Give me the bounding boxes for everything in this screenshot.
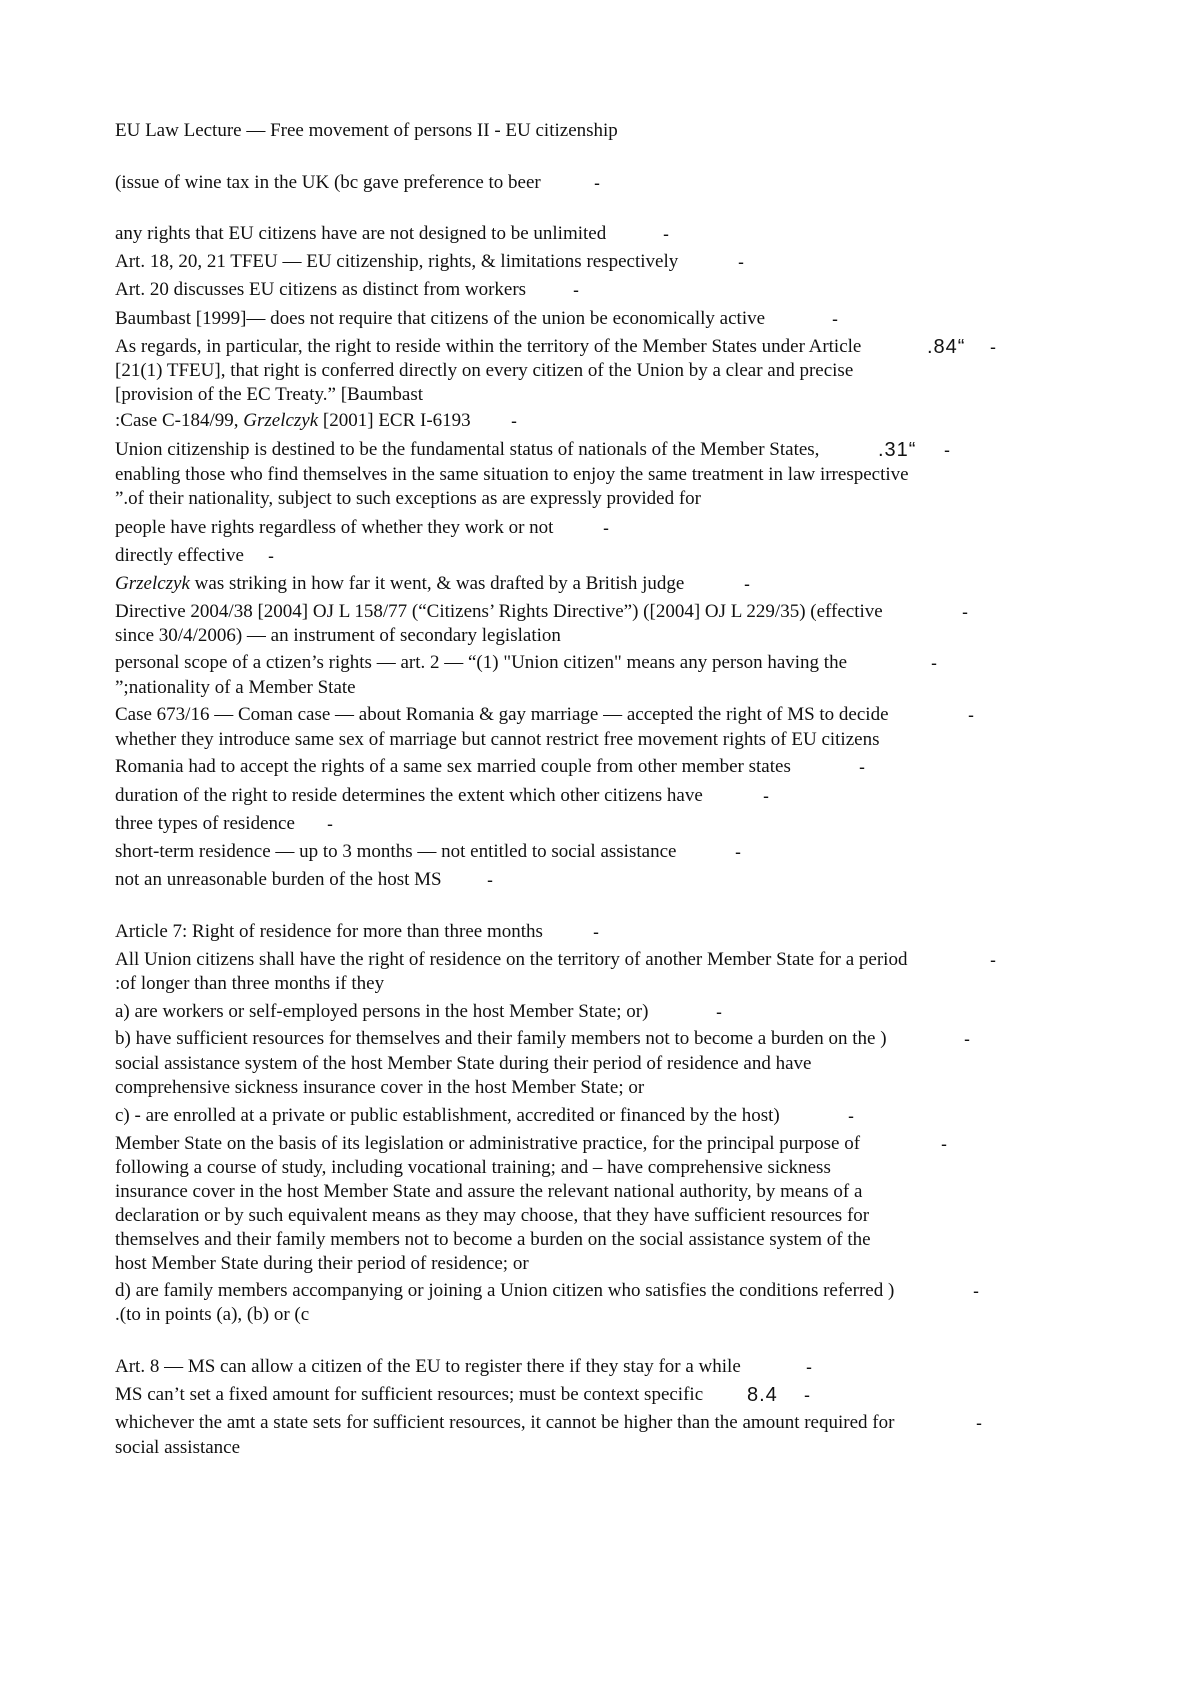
document-title: EU Law Lecture — Free movement of persons II - EU citizenship xyxy=(115,120,618,141)
bullet-dash: - xyxy=(744,574,750,594)
bullet-dash: - xyxy=(511,411,517,431)
text-line: social assistance xyxy=(115,1437,241,1458)
bullet-dash: - xyxy=(594,173,600,193)
text-line: (issue of wine tax in the UK (bc gave preference to beer xyxy=(115,172,541,193)
bullet-dash: - xyxy=(806,1357,812,1377)
bullet-dash: - xyxy=(848,1106,854,1126)
bullet-dash: - xyxy=(832,309,838,329)
paragraph-number: .84“ xyxy=(927,336,966,358)
text-line: ”;nationality of a Member State xyxy=(115,677,356,698)
text-line: insurance cover in the host Member State and assure the relevant national authority, by means of a xyxy=(115,1181,863,1202)
quote-line xyxy=(115,334,1100,360)
text-span: MS can’t set a fixed amount for sufficient resources; must be context specific xyxy=(115,1384,704,1405)
text-line: Baumbast [1999]— does not require that citizens of the union be economically active xyxy=(115,308,766,329)
paragraph-number: .31“ xyxy=(878,439,917,461)
quote-line: [21(1) TFEU], that right is conferred directly on every citizen of the Union by a clear and precise xyxy=(115,360,854,381)
list-item: c) - are enrolled at a private or public establishment, accredited or financed by the host) xyxy=(115,1105,780,1126)
case-citation xyxy=(115,408,1100,434)
bullet-dash: - xyxy=(663,224,669,244)
text-line: Art. 8 — MS can allow a citizen of the EU to register there if they stay for a while xyxy=(115,1356,741,1377)
text-line: whether they introduce same sex of marriage but cannot restrict free movement rights of EU citizens xyxy=(115,729,880,750)
text-line: host Member State during their period of residence; or xyxy=(115,1253,529,1274)
quote-line: [provision of the EC Treaty.” [Baumbast xyxy=(115,384,424,405)
text-line: Art. 20 discusses EU citizens as distinct from workers xyxy=(115,279,527,300)
text-line: any rights that EU citizens have are not designed to be unlimited xyxy=(115,223,607,244)
text-line: personal scope of a ctizen’s rights — art. 2 — “(1) "Union citizen" means any person having the xyxy=(115,652,848,673)
list-item: social assistance system of the host Member State during their period of residence and have xyxy=(115,1053,812,1074)
paragraph-number: 8.4 xyxy=(747,1384,778,1406)
list-item: .(to in points (a), (b) or (c xyxy=(115,1304,310,1325)
bullet-dash: - xyxy=(735,842,741,862)
text-line: declaration or by such equivalent means as they may choose, that they have sufficient resources for xyxy=(115,1205,870,1226)
bullet-dash: - xyxy=(944,440,950,460)
list-item: d) are family members accompanying or joining a Union citizen who satisfies the conditions referred ) xyxy=(115,1280,895,1301)
text-line: Case 673/16 — Coman case — about Romania & gay marriage — accepted the right of MS to decide xyxy=(115,704,889,725)
bullet-dash: - xyxy=(573,280,579,300)
list-item: comprehensive sickness insurance cover in the host Member State; or xyxy=(115,1077,645,1098)
text-line: Art. 18, 20, 21 TFEU — EU citizenship, rights, & limitations respectively xyxy=(115,251,679,272)
quote-text: As regards, in particular, the right to reside within the territory of the Member States under Article xyxy=(115,336,862,357)
bullet-dash: - xyxy=(990,950,996,970)
bullet-dash: - xyxy=(327,814,333,834)
text-line: All Union citizens shall have the right of residence on the territory of another Member State for a period xyxy=(115,949,908,970)
text-line: Member State on the basis of its legislation or administrative practice, for the principal purpose of xyxy=(115,1133,861,1154)
bullet-dash: - xyxy=(763,786,769,806)
case-prefix: :Case C-184/99, xyxy=(115,410,244,431)
text-line xyxy=(115,1382,1100,1408)
text-line: three types of residence xyxy=(115,813,295,834)
quote-line: enabling those who find themselves in the same situation to enjoy the same treatment in law irrespective xyxy=(115,464,909,485)
bullet-dash: - xyxy=(268,546,274,566)
text-line: duration of the right to reside determines the extent which other citizens have xyxy=(115,785,703,806)
bullet-dash: - xyxy=(804,1385,810,1405)
bullet-dash: - xyxy=(990,337,996,357)
quote-line xyxy=(115,437,1100,463)
list-item: b) have sufficient resources for themselves and their family members not to become a burden on the ) xyxy=(115,1028,887,1049)
text-line xyxy=(115,571,1100,597)
bullet-dash: - xyxy=(962,602,968,622)
bullet-dash: - xyxy=(716,1002,722,1022)
bullet-dash: - xyxy=(593,922,599,942)
text-span: was striking in how far it went, & was drafted by a British judge xyxy=(189,573,685,594)
case-name: Grzelczyk xyxy=(115,573,190,594)
bullet-dash: - xyxy=(968,705,974,725)
bullet-dash: - xyxy=(487,870,493,890)
text-line: directly effective xyxy=(115,545,244,566)
text-line: people have rights regardless of whether they work or not xyxy=(115,517,554,538)
bullet-dash: - xyxy=(859,757,865,777)
case-suffix: [2001] ECR I-6193 xyxy=(318,410,471,431)
bullet-dash: - xyxy=(973,1281,979,1301)
section-heading: Article 7: Right of residence for more than three months xyxy=(115,921,543,942)
quote-text: Union citizenship is destined to be the fundamental status of nationals of the Member States, xyxy=(115,439,820,460)
text-line: Directive 2004/38 [2004] OJ L 158/77 (“Citizens’ Rights Directive”) ([2004] OJ L 229/35) (effective xyxy=(115,601,883,622)
text-line: themselves and their family members not to become a burden on the social assistance system of the xyxy=(115,1229,871,1250)
bullet-dash: - xyxy=(964,1029,970,1049)
bullet-dash: - xyxy=(603,518,609,538)
text-line: since 30/4/2006) — an instrument of secondary legislation xyxy=(115,625,561,646)
text-line: short-term residence — up to 3 months — not entitled to social assistance xyxy=(115,841,677,862)
quote-line: ”.of their nationality, subject to such exceptions as are expressly provided for xyxy=(115,488,702,509)
list-item: a) are workers or self-employed persons in the host Member State; or) xyxy=(115,1001,649,1022)
text-line: Romania had to accept the rights of a same sex married couple from other member states xyxy=(115,756,791,777)
text-line: following a course of study, including vocational training; and – have comprehensive sickness xyxy=(115,1157,831,1178)
bullet-dash: - xyxy=(738,252,744,272)
case-name: Grzelczyk xyxy=(243,410,319,431)
text-line: whichever the amt a state sets for sufficient resources, it cannot be higher than the amount required for xyxy=(115,1412,895,1433)
text-line: not an unreasonable burden of the host MS xyxy=(115,869,442,890)
bullet-dash: - xyxy=(976,1413,982,1433)
bullet-dash: - xyxy=(941,1134,947,1154)
text-line: :of longer than three months if they xyxy=(115,973,385,994)
bullet-dash: - xyxy=(931,653,937,673)
